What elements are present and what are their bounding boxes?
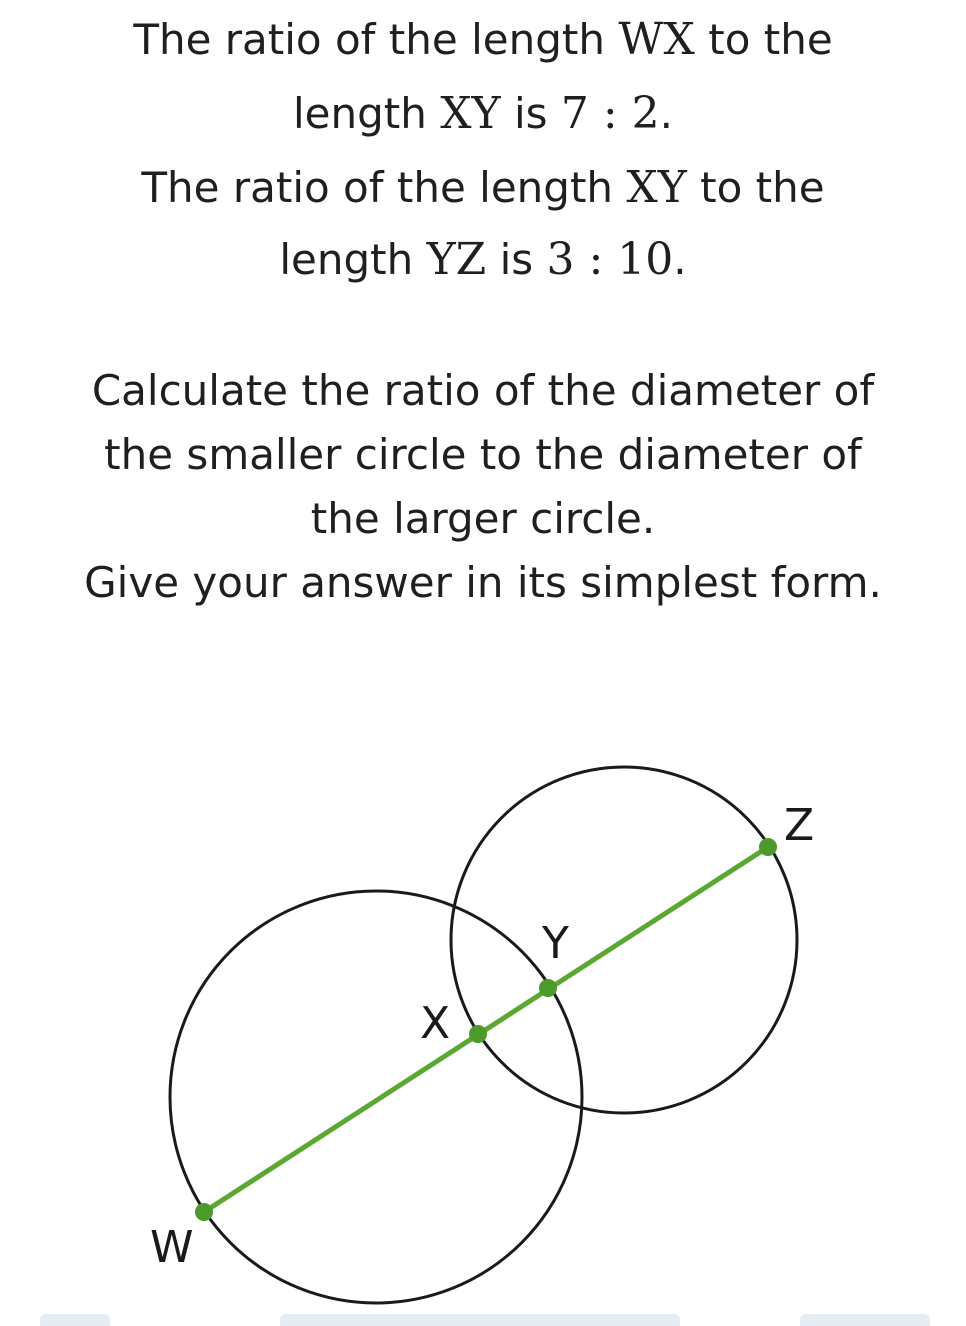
question-line-7: the larger circle. [310,494,656,543]
label-w: W [150,1222,194,1273]
bottom-tab-center [280,1314,680,1326]
point-z [759,838,777,856]
point-x [469,1025,487,1043]
question-line-8: Give your answer in its simplest form. [84,558,882,607]
line2-text-end: . [659,89,674,138]
segment-wx-label: WX [618,14,695,65]
line4-text-mid: is [486,235,547,284]
circles-diagram [0,640,966,1326]
question-line-4 [0,234,966,285]
line2-text-mid: is [500,89,561,138]
line4-text-end: . [673,235,687,284]
larger-circle [170,891,582,1303]
line3-text: The ratio of the length [141,163,627,212]
segment-yz-label: YZ [426,234,487,285]
segment-xy-label: XY [440,88,501,139]
line1-text: The ratio of the length [133,15,619,64]
bottom-tab-right [800,1314,930,1326]
label-y: Y [542,918,569,969]
question-line-1 [0,14,966,65]
segment-wz [204,847,768,1212]
segment-xy-label-2: XY [626,162,687,213]
question-line-2 [0,88,966,139]
line1-text-end: to the [694,15,833,64]
ratio-xy-yz: 3 : 10 [546,234,674,285]
bottom-tab-left [40,1314,110,1326]
question-line-5: Calculate the ratio of the diameter of [91,366,875,415]
label-x: X [420,998,451,1049]
line3-text-end: to the [686,163,825,212]
line2-text: length [292,89,441,138]
ratio-xy-wx: 7 : 2 [560,88,660,139]
line4-text: length [279,235,427,284]
label-z: Z [784,800,815,851]
point-w [195,1203,213,1221]
point-y [539,979,557,997]
question-line-6: the smaller circle to the diameter of [104,430,862,479]
question-line-3 [0,162,966,213]
